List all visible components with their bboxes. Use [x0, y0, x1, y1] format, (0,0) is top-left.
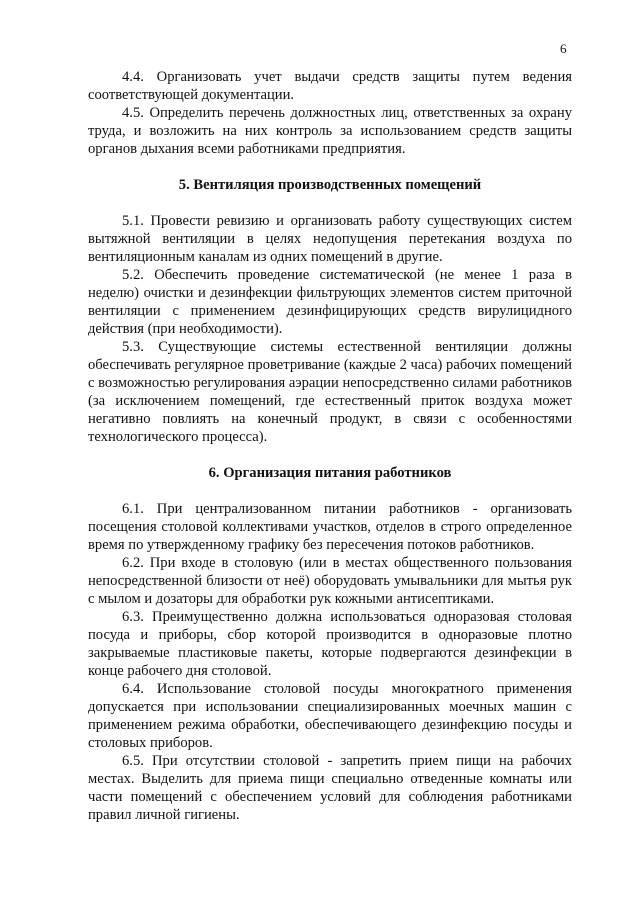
- paragraph: 5.1. Провести ревизию и организовать работу существующих систем вытяжной вентиляции в целях недопущения перетекания воздуха по вентиляционным каналам из одних помещений в другие.: [88, 213, 572, 265]
- paragraph: 5.3. Существующие системы естественной вентиляции должны обеспечивать регулярное проветривание (каждые 2 часа) рабочих помещений с возможностью регулирования аэрации непосредственно силами работников (за исключением помещений, где естественный приток воздуха может негативно повлиять на конечный продукт, в связи с особенностями технологического процесса).: [88, 339, 572, 445]
- document-body: [88, 68, 572, 824]
- paragraph: 6.1. При централизованном питании работников - организовать посещения столовой коллективами участков, отделов в строго определенное время по утвержденному графику без пересечения потоков работников.: [88, 501, 572, 553]
- paragraph: 6.3. Преимущественно должна использоваться одноразовая столовая посуда и приборы, сбор которой производится в одноразовые плотно закрываемые пластиковые пакеты, которые подвергаются дезинфекции в конце рабочего дня столовой.: [88, 609, 572, 679]
- paragraph: 6.5. При отсутствии столовой - запретить прием пищи на рабочих местах. Выделить для приема пищи специально отведенные комнаты или части помещений с обеспечением условий для соблюдения работниками правил личной гигиены.: [88, 753, 572, 823]
- paragraph: 6.2. При входе в столовую (или в местах общественного пользования непосредственной близости от неё) оборудовать умывальники для мытья рук с мылом и дозаторы для обработки рук кожными антисептиками.: [88, 555, 572, 607]
- page-number: 6: [560, 41, 567, 56]
- paragraph: 5.2. Обеспечить проведение систематической (не менее 1 раза в неделю) очистки и дезинфекции фильтрующих элементов систем приточной вентиляции с применением дезинфицирующих средств вирулицидного действия (при необходимости).: [88, 267, 572, 337]
- paragraph: 4.4. Организовать учет выдачи средств защиты путем ведения соответствующей документации.: [88, 69, 572, 103]
- paragraph: 6.4. Использование столовой посуды многократного применения допускается при использовании специализированных моечных машин с применением режима обработки, обеспечивающего дезинфекцию посуды и столовых приборов.: [88, 681, 572, 751]
- paragraph: 4.5. Определить перечень должностных лиц, ответственных за охрану труда, и возложить на них контроль за использованием средств защиты органов дыхания всеми работниками предприятия.: [88, 105, 572, 157]
- section-heading: 6. Организация питания работников: [208, 465, 452, 481]
- section-heading: 5. Вентиляция производственных помещений: [178, 177, 482, 193]
